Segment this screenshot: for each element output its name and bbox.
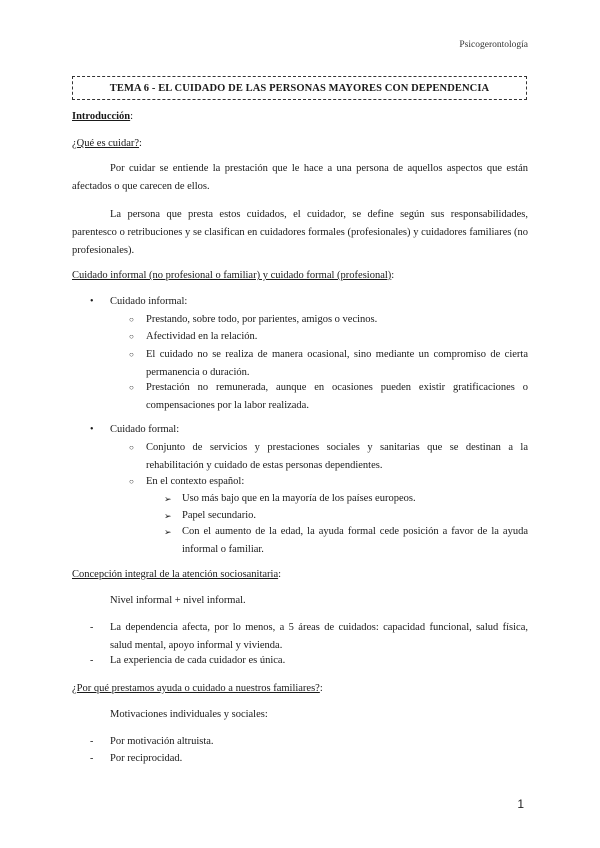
formal-sub-item: Uso más bajo que en la mayoría de los países europeos. xyxy=(182,493,416,504)
paragraph-que-es-2: La persona que presta estos cuidados, el cuidador, se define según sus responsabilidades, parentesco o retribuciones y se clasifican en cuidadores formales (profesionales) y cuidadores familiares (no profesionales). xyxy=(72,209,528,256)
concepcion-heading: Concepción integral de la atención sociosanitaria: xyxy=(72,569,282,580)
formal-item: Conjunto de servicios y prestaciones sociales y sanitarias que se destinan a la rehabilitación y cuidado de estas personas dependientes. xyxy=(146,442,528,471)
circle-bullet: ○ xyxy=(129,332,134,341)
informal-item: Afectividad en la relación. xyxy=(146,331,258,342)
arrow-bullet: ➢ xyxy=(164,511,172,521)
formal-item: En el contexto español: xyxy=(146,476,245,487)
formal-sub-item: Papel secundario. xyxy=(182,510,257,521)
que-es-heading: ¿Qué es cuidar?: xyxy=(72,138,142,149)
running-header: Psicogerontología xyxy=(459,40,528,50)
dash-bullet: - xyxy=(90,753,94,764)
page-number: 1 xyxy=(517,797,524,811)
circle-bullet: ○ xyxy=(129,350,134,359)
arrow-bullet: ➢ xyxy=(164,494,172,504)
circle-bullet: ○ xyxy=(129,315,134,324)
concepcion-item: La experiencia de cada cuidador es única. xyxy=(110,655,286,666)
circle-bullet: ○ xyxy=(129,443,134,452)
dash-bullet: - xyxy=(90,736,94,747)
circle-bullet: ○ xyxy=(129,383,134,392)
formal-label: Cuidado formal: xyxy=(110,424,180,435)
por-que-heading: ¿Por qué prestamos ayuda o cuidado a nuestros familiares?: xyxy=(72,683,323,694)
formal-sub-item: Con el aumento de la edad, la ayuda formal cede posición a favor de la ayuda informal o familiar. xyxy=(182,526,528,555)
informal-label: Cuidado informal: xyxy=(110,296,188,307)
informal-item: El cuidado no se realiza de manera ocasional, sino mediante un compromiso de cierta permanencia o duración. xyxy=(146,349,528,378)
arrow-bullet: ➢ xyxy=(164,527,172,537)
circle-bullet: ○ xyxy=(129,477,134,486)
disc-bullet: • xyxy=(90,296,94,307)
informal-item: Prestación no remunerada, aunque en ocasiones pueden existir gratificaciones o compensaciones por la labor realizada. xyxy=(146,382,528,411)
por-que-item: Por motivación altruista. xyxy=(110,736,214,747)
concepcion-line: Nivel informal + nivel informal. xyxy=(110,595,246,606)
concepcion-item: La dependencia afecta, por lo menos, a 5 áreas de cuidados: capacidad funcional, salud física, salud mental, apoyo informal y vivienda. xyxy=(110,622,528,651)
intro-heading: Introducción: xyxy=(72,111,134,122)
dash-bullet: - xyxy=(90,655,94,666)
paragraph-que-es-1: Por cuidar se entiende la prestación que le hace a una persona de aquellos aspectos que están afectados o que carecen de ellos. xyxy=(72,163,528,192)
por-que-line: Motivaciones individuales y sociales: xyxy=(110,709,268,720)
dash-bullet: - xyxy=(90,622,94,633)
informal-item: Prestando, sobre todo, por parientes, amigos o vecinos. xyxy=(146,314,378,325)
informal-formal-heading: Cuidado informal (no profesional o familiar) y cuidado formal (profesional): xyxy=(72,270,395,281)
page-title: TEMA 6 - EL CUIDADO DE LAS PERSONAS MAYORES CON DEPENDENCIA xyxy=(72,76,527,100)
por-que-item: Por reciprocidad. xyxy=(110,753,183,764)
disc-bullet: • xyxy=(90,424,94,435)
